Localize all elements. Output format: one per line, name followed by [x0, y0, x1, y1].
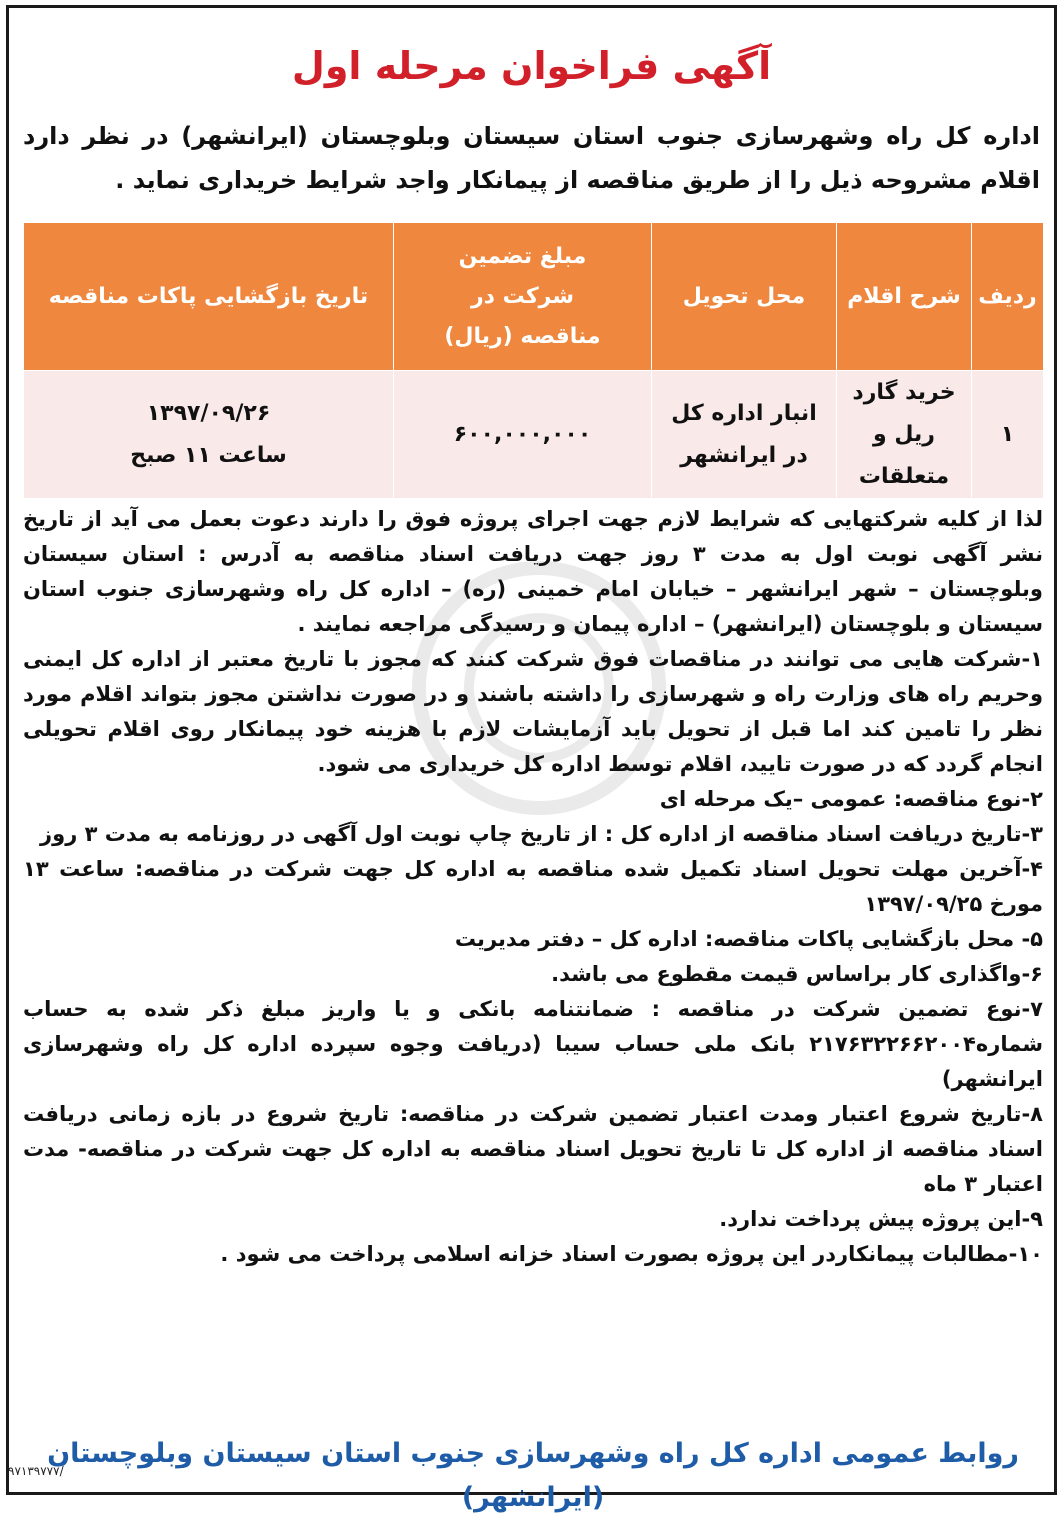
cell-guarantee: ۶۰۰,۰۰۰,۰۰۰ [394, 371, 652, 499]
paragraph-item-10: ۱۰-مطالبات پیمانکاردر این پروژه بصورت اسناد خزانه اسلامی پرداخت می شود . [220, 1242, 1043, 1266]
header-opening: تاریخ بازگشایی پاکات مناقصه [24, 223, 394, 371]
notice-title: آگهی فراخوان مرحله اول [291, 44, 772, 88]
table-row [24, 371, 1044, 499]
notice-body [23, 502, 1043, 1272]
intro-text: اداره کل راه وشهرسازی جنوب استان سیستان وبلوچستان (ایرانشهر) در نظر دارد اقلام مشروحه ذیل را از طریق مناقصه از پیمانکار واجد شرایط خریداری نماید . [23, 122, 1040, 194]
opening-date: ۱۳۹۷/۰۹/۲۶ [146, 400, 271, 426]
header-description: شرح اقلام [837, 223, 972, 371]
paragraph-item-9: ۹-این پروژه پیش پرداخت ندارد. [719, 1207, 1043, 1231]
paragraph-item-1: ۱-شرکت هایی می توانند در مناقصات فوق شرکت کنند که مجوز با تاریخ معتبر از اداره کل ایمنی وحریم راه های وزارت راه و شهرسازی را داشته باشند و در صورت نداشتن مجوز بتواند اقلام مورد نظر را تامین کند اما قبل از تحویل باید آزمایشات لازم با هزینه خود پیمانکار روی اقلام تحویلی انجام گردد که در صورت تایید، اقلام توسط اداره کل خریداری می شود. [23, 647, 1043, 776]
header-delivery: محل تحویل [652, 223, 837, 371]
paragraph-item-2: ۲-نوع مناقصه: عمومی –یک مرحله ای [659, 787, 1043, 811]
opening-time: ساعت ۱۱ صبح [130, 442, 287, 468]
ad-code: ۹۷۱۳۹۷۷۷/ [8, 1464, 64, 1478]
cell-delivery: انبار اداره کل در ایرانشهر [652, 371, 837, 499]
header-row-no: ردیف [972, 223, 1044, 371]
paragraph-item-6: ۶-واگذاری کار براساس قیمت مقطوع می باشد. [551, 962, 1043, 986]
header-guarantee: مبلغ تضمین شرکت در مناقصه (ریال) [394, 223, 652, 371]
cell-opening [24, 371, 394, 499]
tender-table [23, 222, 1044, 499]
paragraph-item-8: ۸-تاریخ شروع اعتبار ومدت اعتبار تضمین شرکت در مناقصه: تاریخ شروع در بازه زمانی دریافت اسناد مناقصه از اداره کل تا تاریخ تحویل اسناد مناقصه به اداره کل جهت شرکت در مناقصه- مدت اعتبار ۳ ماه [23, 1102, 1043, 1196]
cell-description: خرید گارد ریل و متعلقات [837, 371, 972, 499]
footer-signature: روابط عمومی اداره کل راه وشهرسازی جنوب استان سیستان وبلوچستان (ایرانشهر) [47, 1438, 1019, 1513]
tender-notice [6, 5, 1057, 1513]
paragraph-item-4: ۴-آخرین مهلت تحویل اسناد تکمیل شده مناقصه به اداره کل جهت شرکت در مناقصه: ساعت ۱۳ مورخ ۱۳۹۷/۰۹/۲۵ [23, 857, 1043, 916]
table-header-row [24, 223, 1044, 371]
paragraph-item-5: ۵- محل بازگشایی پاکات مناقصه: اداره کل – دفتر مدیریت [454, 927, 1043, 951]
paragraph-invitation: لذا از کلیه شرکتهایی که شرایط لازم جهت اجرای پروژه فوق را دارند دعوت بعمل می آید از تاریخ نشر آگهی نوبت اول به مدت ۳ روز جهت دریافت اسناد مناقصه به آدرس : استان سیستان وبلوچستان – شهر ایرانشهر – خیابان امام خمینی (ره) – اداره کل راه وشهرسازی جنوب استان سیستان و بلوچستان (ایرانشهر) – اداره پیمان و رسیدگی مراجعه نمایند . [23, 507, 1043, 636]
paragraph-item-3: ۳-تاریخ دریافت اسناد مناقصه از اداره کل : از تاریخ چاپ نوبت اول آگهی در روزنامه به مدت ۳ روز [40, 822, 1043, 846]
paragraph-item-7: ۷-نوع تضمین شرکت در مناقصه : ضمانتنامه بانکی و یا واریز مبلغ ذکر شده به حساب شماره۲۱۷۶۳۲۲۶۶۲۰۰۴ بانک ملی حساب سیبا (دریافت وجوه سپرده اداره کل راه وشهرسازی ایرانشهر) [23, 997, 1043, 1091]
cell-row-no: ۱ [972, 371, 1044, 499]
